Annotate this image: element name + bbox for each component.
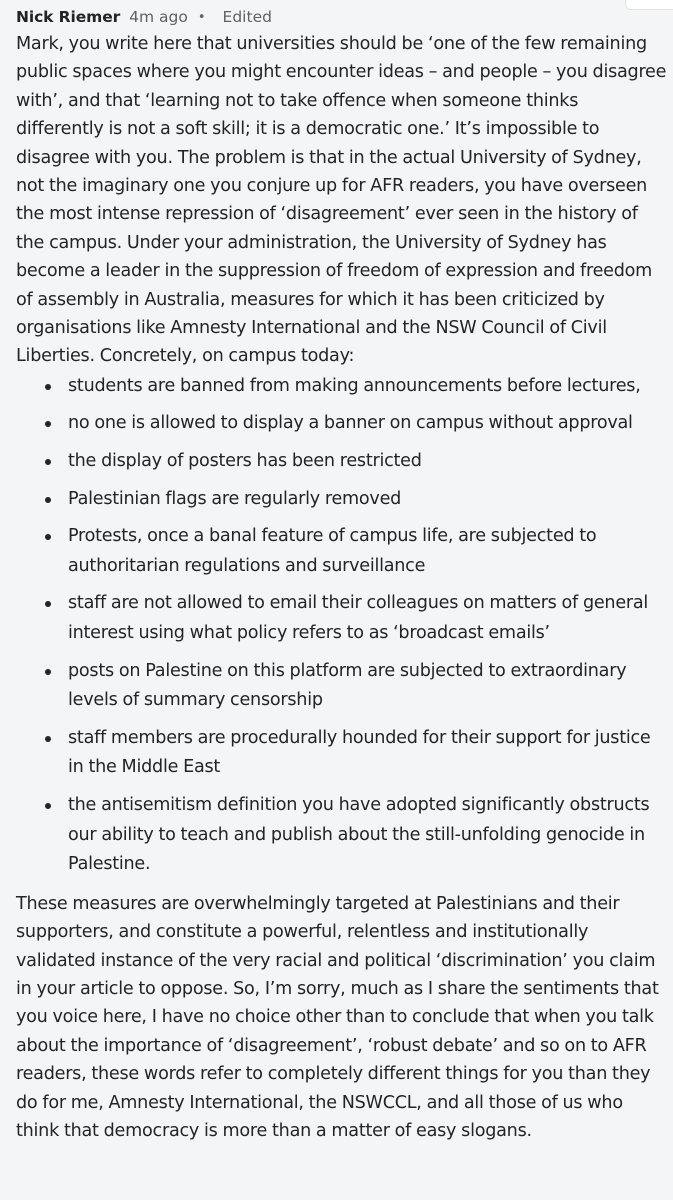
comment-intro-paragraph: Mark, you write here that universities should be ‘one of the few remaining public spaces where you might encounter ideas – and people – you disagree with’, and that ‘learning not to take offence when someone thinks differently is not a soft skill; it is a democratic one.’ It’s impossible to disagree with you. The problem is that in the actual University of Sydney, not the imaginary one you conjure up for AFR readers, you have overseen the most intense repression of ‘disagreement’ ever seen in the history of the campus. Under your administration, the University of Sydney has become a leader in the suppression of freedom of expression and freedom of assembly in Australia, measures for which it has been criticized by organisations like Amnesty International and the NSW Council of Civil Liberties. Concretely, on campus today: xyxy=(16,34,667,367)
meta-separator: • xyxy=(197,9,206,25)
list-item: posts on Palestine on this platform are subjected to extraordinary levels of summary censorship xyxy=(16,657,668,716)
list-item: Protests, once a banal feature of campus life, are subjected to authoritarian regulations and surveillance xyxy=(16,522,668,581)
list-item: staff are not allowed to email their colleagues on matters of general interest using what policy refers to as ‘broadcast emails’ xyxy=(16,589,668,648)
comment-bullet-list xyxy=(16,372,668,880)
list-item: the display of posters has been restricted xyxy=(16,447,668,477)
edited-label: Edited xyxy=(222,8,272,26)
author-name[interactable]: Nick Riemer xyxy=(16,8,121,26)
list-item: no one is allowed to display a banner on campus without approval xyxy=(16,409,668,439)
list-item: students are banned from making announcements before lectures, xyxy=(16,372,668,402)
list-item: the antisemitism definition you have adopted significantly obstructs our ability to teach and publish about the still-unfolding genocide in Palestine. xyxy=(16,791,668,880)
list-item: Palestinian flags are regularly removed xyxy=(16,485,668,515)
comment xyxy=(16,4,668,1145)
comment-closing-paragraph: These measures are overwhelmingly targeted at Palestinians and their supporters, and constitute a powerful, relentless and institutionally validated instance of the very racial and political ‘discrimination’ you claim in your article to oppose. So, I’m sorry, much as I share the sentiments that you voice here, I have no choice other than to conclude that when you talk about the importance of ‘disagreement’, ‘robust debate’ and so on to AFR readers, these words refer to completely different things for you than they do for me, Amnesty International, the NSWCCL, and all those of us who think that democracy is more than a matter of easy slogans. xyxy=(16,893,659,1142)
comment-header xyxy=(16,4,668,30)
comment-body xyxy=(16,30,668,1145)
comment-timestamp[interactable]: 4m ago xyxy=(129,8,188,26)
list-item: staff members are procedurally hounded for their support for justice in the Middle East xyxy=(16,724,668,783)
